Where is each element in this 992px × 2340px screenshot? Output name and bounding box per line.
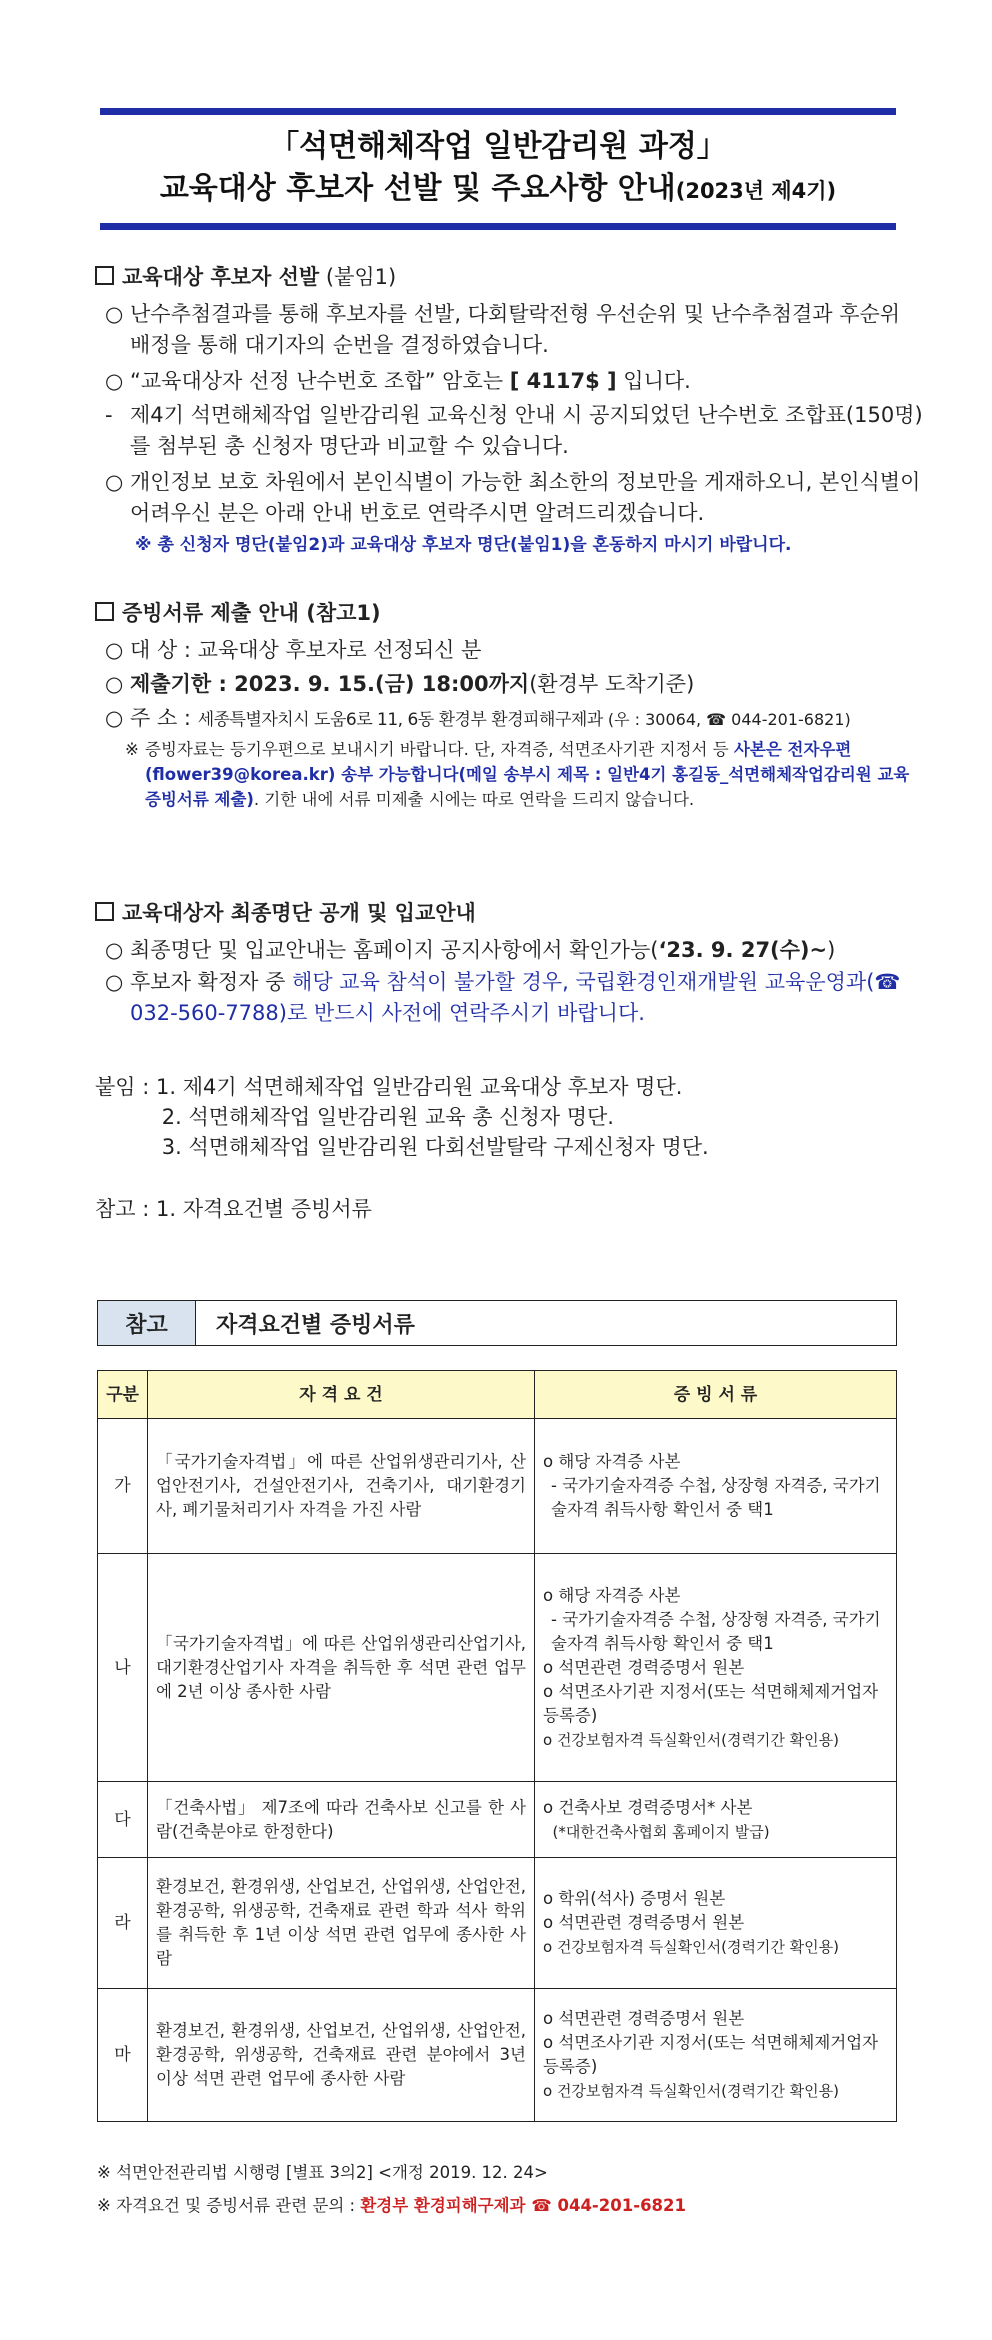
section-final-list [95, 898, 925, 1029]
subtitle-edition: (2023년 제4기) [675, 179, 837, 203]
title-rule-top [100, 108, 896, 115]
checkbox-square-icon [95, 266, 114, 285]
attachment-item: 붙임 : 1. 제4기 석면해체작업 일반감리원 교육대상 후보자 명단. [95, 1075, 683, 1099]
reference-label: 참고 [98, 1301, 196, 1345]
reference-box [97, 1300, 897, 1346]
list-item [95, 635, 925, 666]
postal-phone: (우 : 30064, ☎ 044-201-6821) [602, 710, 851, 729]
list-item [95, 935, 925, 966]
document-line: o 건강보험자격 득실확인서(경력기간 확인용) [543, 1730, 840, 1749]
list-item [95, 669, 925, 700]
circle-bullet: ○ [105, 970, 124, 994]
row-documents [535, 1554, 897, 1782]
item-text: 주 소 : [130, 706, 198, 730]
footer-legal-note: ※ 석면안전관리법 시행령 [별표 3의2] <개정 2019. 12. 24> [97, 2163, 548, 2182]
password-code: [ 4117$ ] [509, 369, 617, 393]
header-category: 구분 [98, 1371, 148, 1419]
document-line: o 해당 자격증 사본 [543, 1585, 681, 1605]
row-requirement: 「국가기술자격법」에 따른 산업위생관리산업기사, 대기환경산업기사 자격을 취득한 후 석면 관련 업무에 2년 이상 종사한 사람 [148, 1554, 535, 1782]
document-line: o 건강보험자격 득실확인서(경력기간 확인용) [543, 1938, 840, 1956]
warning-note: ※ 총 신청자 명단(붙임2)과 교육대상 후보자 명단(붙임1)을 혼동하지 마시기 바랍니다. [135, 535, 792, 555]
heading-text: 증빙서류 제출 안내 [122, 601, 299, 625]
header-documents: 증 빙 서 류 [535, 1371, 897, 1419]
document-line: - 국가기술자격증 수첩, 상장형 자격증, 국가기술자격 취득사항 확인서 중 택1 [551, 1476, 881, 1519]
row-requirement: 환경보건, 환경위생, 산업보건, 산업위생, 산업안전, 환경공학, 위생공학, 건축재료 관련 학과 석사 학위를 취득한 후 1년 이상 석면 관련 업무에 종사한 사람 [148, 1858, 535, 1989]
deadline-text: 제출기한 : 2023. 9. 15.(금) 18:00까지 [130, 672, 530, 696]
table-row [98, 1782, 897, 1858]
note-text: 증빙자료는 등기우편으로 보내시기 바랍니다. 단, 자격증, 석면조사기관 지정서 등 [145, 740, 734, 759]
section-heading [95, 598, 925, 629]
note-mark: ※ [125, 740, 139, 759]
reference-line: 참고 : 1. 자격요건별 증빙서류 [95, 1197, 372, 1221]
item-text: 후보자 확정자 중 [130, 970, 293, 994]
circle-bullet: ○ [105, 938, 124, 962]
title-block [100, 108, 896, 230]
dash-bullet: - [105, 403, 113, 427]
item-text: 입니다. [616, 369, 691, 393]
list-item [95, 400, 925, 462]
circle-bullet: ○ [105, 369, 124, 393]
row-category: 가 [98, 1419, 148, 1554]
contact-phone: 환경부 환경피해구제과 ☎ 044-201-6821 [360, 2196, 686, 2215]
attachment-item: 2. 석면해체작업 일반감리원 교육 총 신청자 명단. [95, 1105, 614, 1129]
address-text: 세종특별자치시 도움6로 11, 6동 환경부 환경피해구제과 [197, 710, 603, 730]
row-category: 나 [98, 1554, 148, 1782]
document-line: o 석면조사기관 지정서(또는 석면해체제거업자 등록증) [543, 1681, 879, 1725]
checkbox-square-icon [95, 602, 114, 621]
row-category: 마 [98, 1989, 148, 2122]
item-text: 최종명단 및 입교안내는 홈페이지 공지사항에서 확인가능( [130, 938, 659, 962]
document-line: o 건강보험자격 득실확인서(경력기간 확인용) [543, 2082, 840, 2100]
heading-text: 교육대상자 최종명단 공개 및 입교안내 [122, 901, 476, 925]
row-requirement: 「국가기술자격법」에 따른 산업위생관리기사, 산업안전기사, 건설안전기사, 건축기사, 대기환경기사, 폐기물처리기사 자격을 가진 사람 [148, 1419, 535, 1554]
document-line: o 석면관련 경력증명서 원본 [543, 1913, 745, 1932]
circle-bullet: ○ [105, 706, 124, 730]
document-line: - 국가기술자격증 수첩, 상장형 자격증, 국가기술자격 취득사항 확인서 중 택1 [551, 1609, 881, 1653]
item-text: (환경부 도착기준) [529, 672, 695, 696]
heading-text: 교육대상 후보자 선발 [122, 265, 320, 289]
attachment-item: 3. 석면해체작업 일반감리원 다회선발탈락 구제신청자 명단. [95, 1135, 709, 1159]
contact-instruction: 해당 교육 참석이 불가할 경우, 국립환경인재개발원 교육운영과(☎ 032-560-7788)로 반드시 사전에 연락주시기 바랍니다. [130, 970, 901, 1025]
section-candidate-selection [95, 262, 925, 561]
page-subtitle [100, 167, 896, 213]
item-text: ) [827, 938, 836, 962]
document-line: o 석면관련 경력증명서 원본 [543, 1657, 745, 1677]
email-instruction: 사본은 전자우편(flower39@korea.kr) 송부 가능합니다(메일 송부시 제목 : 일반4기 홍길동_석면해체작업감리원 교육 증빙서류 제출) [145, 740, 910, 809]
section-heading [95, 262, 925, 293]
document-line: o 해당 자격증 사본 [543, 1452, 681, 1471]
table-row [98, 1554, 897, 1782]
reference-title: 자격요건별 증빙서류 [216, 1312, 415, 1338]
document-line: o 석면조사기관 지정서(또는 석면해체제거업자 등록증) [543, 2033, 879, 2076]
row-category: 라 [98, 1858, 148, 1989]
row-documents [535, 1858, 897, 1989]
document-line: (*대한건축사협회 홈페이지 발급) [543, 1822, 770, 1841]
row-documents [535, 1782, 897, 1858]
checkbox-square-icon [95, 902, 114, 921]
attachments-list [95, 1072, 709, 1162]
submission-note [95, 737, 925, 812]
list-item [95, 467, 925, 529]
table-header-row [98, 1371, 897, 1419]
list-item [95, 366, 925, 397]
page-title: 「석면해체작업 일반감리원 과정」 [269, 129, 727, 164]
circle-bullet: ○ [105, 638, 124, 662]
document-line: o 석면관련 경력증명서 원본 [543, 2009, 745, 2028]
row-documents [535, 1989, 897, 2122]
row-requirement: 「건축사법」 제7조에 따라 건축사보 신고를 한 사람(건축분야로 한정한다) [148, 1782, 535, 1858]
table-row [98, 1419, 897, 1554]
title-rule-bottom [100, 223, 896, 230]
row-category: 다 [98, 1782, 148, 1858]
circle-bullet: ○ [105, 470, 124, 494]
section-document-submission [95, 598, 925, 812]
item-text: 난수추첨결과를 통해 후보자를 선발, 다회탈락전형 우선순위 및 난수추첨결과 후순위 배정을 통해 대기자의 순번을 결정하였습니다. [130, 302, 901, 357]
note-text: . 기한 내에 서류 미제출 시에는 따로 연락을 드리지 않습니다. [253, 790, 695, 809]
document-line: o 건축사보 경력증명서* 사본 [543, 1797, 753, 1817]
heading-ref: (붙임1) [319, 265, 397, 289]
item-text: 제4기 석면해체작업 일반감리원 교육신청 안내 시 공지되었던 난수번호 조합표(150명)를 첨부된 총 신청자 명단과 비교할 수 있습니다. [130, 403, 923, 458]
subtitle-text: 교육대상 후보자 선발 및 주요사항 안내 [159, 171, 676, 206]
table-row [98, 1858, 897, 1989]
section-heading [95, 898, 925, 929]
footer-contact [97, 2192, 686, 2216]
header-requirement: 자 격 요 건 [148, 1371, 535, 1419]
row-requirement: 환경보건, 환경위생, 산업보건, 산업위생, 산업안전, 환경공학, 위생공학, 건축재료 관련 분야에서 3년 이상 석면 관련 업무에 종사한 사람 [148, 1989, 535, 2122]
list-item [95, 967, 925, 1029]
requirements-table [97, 1370, 897, 2122]
row-documents [535, 1419, 897, 1554]
list-item [95, 299, 925, 361]
item-text: 대 상 : 교육대상 후보자로 선정되신 분 [130, 638, 482, 662]
document-line: o 학위(석사) 증명서 원본 [543, 1889, 726, 1908]
contact-label: ※ 자격요건 및 증빙서류 관련 문의 : [97, 2196, 361, 2215]
circle-bullet: ○ [105, 672, 124, 696]
item-text: 개인정보 보호 차원에서 본인식별이 가능한 최소한의 정보만을 게재하오니, 본인식별이 어려우신 분은 아래 안내 번호로 연락주시면 알려드리겠습니다. [130, 470, 921, 525]
list-item [95, 703, 925, 736]
item-text: “교육대상자 선정 난수번호 조합” 암호는 [130, 369, 510, 393]
heading-ref: (참고1) [298, 601, 381, 625]
circle-bullet: ○ [105, 302, 124, 326]
table-row [98, 1989, 897, 2122]
date-text: ‘23. 9. 27(수)~ [658, 938, 828, 962]
